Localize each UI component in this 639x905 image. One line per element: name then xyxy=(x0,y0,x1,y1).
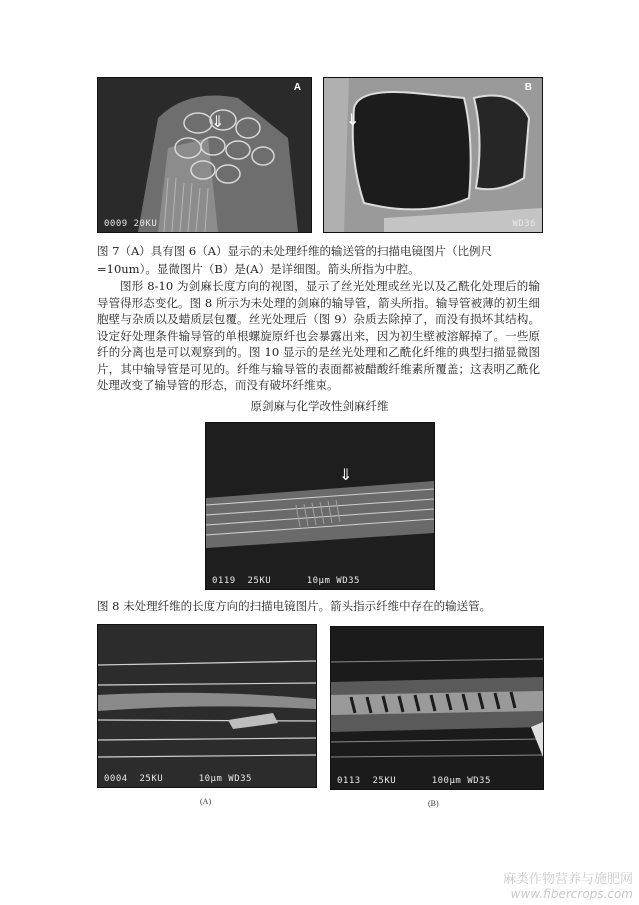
fig7-panel-b-scalebar: WD36 xyxy=(512,219,536,229)
watermark-site-name: 麻类作物营养与施肥网 xyxy=(502,872,633,887)
section-title: 原剑麻与化学改性剑麻纤维 xyxy=(250,399,389,413)
vessel-arrow-icon: ⇓ xyxy=(339,465,353,484)
fig7-panel-a-texture xyxy=(98,78,311,232)
fig9-panel-a-scalebar: 0004 25KU 10μm WD35 xyxy=(104,774,252,784)
fig7-panel-a-scalebar: 0009 20KU xyxy=(104,219,176,229)
site-watermark xyxy=(503,868,633,901)
fig9-panel-a-label: (A) xyxy=(200,797,212,806)
fig8-texture xyxy=(206,423,434,589)
lumen-arrow-icon: ⇓ xyxy=(211,112,225,131)
fig7-panel-b-image xyxy=(323,77,543,233)
fig7-panel-b-letter: B xyxy=(524,82,532,93)
watermark-url: www.fibercrops.com xyxy=(510,887,633,901)
fig9-panel-b-label: (B) xyxy=(428,799,439,808)
fig8-image xyxy=(205,422,435,590)
fig8-scalebar: 0119 25KU 10μm WD35 xyxy=(212,576,360,586)
fig7-caption: 图 7（A）具有图 6（A）显示的未处理纤维的输送管的扫描电镜图片（比例尺=10um）。显微图片（B）是(A）是详细图。箭头所指为中腔。 xyxy=(97,244,493,276)
fig9-panel-b-image xyxy=(330,626,544,790)
fig7-panel-a-image xyxy=(97,77,312,233)
fig9-panel-a-image xyxy=(97,624,317,788)
fig9-panel-a-texture xyxy=(98,625,316,787)
body-paragraph: 图形 8-10 为剑麻长度方向的视图，显示了丝光处理或丝光以及乙酰化处理后的输导管得形态变化。图 8 所示为未处理的剑麻的输导管，箭头所指。输导管被薄的初生细胞壁与杂质以及蜡质层包覆。丝光处理后（图 9）杂质去除掉了，而没有损坏其结构。设定好处理条件输导管的单根螺旋原纤也会暴露出来，因为初生壁被溶解掉了。一些原纤的分离也是可以观察到的。图 10 显示的是丝光处理和乙酰化纤维的典型扫描显微图片，其中输导管是可见的。纤维与输导管的表面都被醋酸纤维素所覆盖；这表明乙酰化处理改变了输导管的形态，而没有破坏纤维束。 xyxy=(97,279,540,392)
fig9-panel-b-scalebar: 0113 25KU 100μm WD35 xyxy=(337,776,491,786)
fig7-panel-a-letter: A xyxy=(293,82,301,93)
lumen-arrow-icon: ⇓ xyxy=(346,110,360,129)
fig7-panel-b-texture xyxy=(324,78,542,232)
fig8-caption: 图 8 未处理纤维的长度方向的扫描电镜图片。箭头指示纤维中存在的输送管。 xyxy=(97,599,492,613)
fig9-panel-b-texture xyxy=(331,627,543,789)
